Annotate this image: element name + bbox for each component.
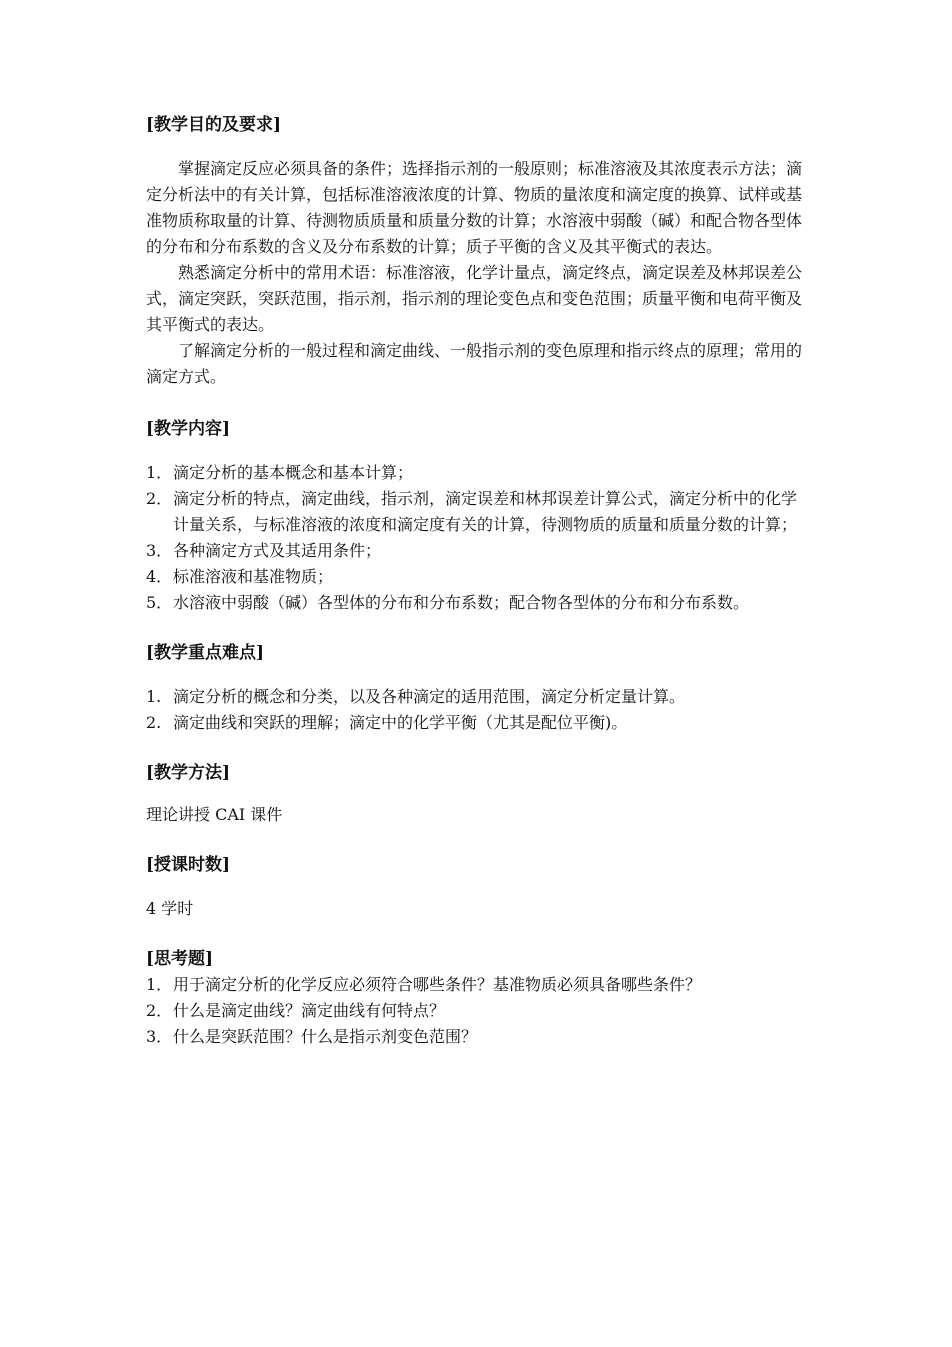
list-item-text: 用于滴定分析的化学反应必须符合哪些条件？基准物质必须具备哪些条件？ (173, 975, 702, 994)
list-item-text: 水溶液中弱酸（碱）各型体的分布和分布系数；配合物各型体的分布和分布系数。 (173, 593, 750, 612)
list-item-number: 5． (146, 593, 173, 612)
objectives-paragraph-familiar: 熟悉滴定分析中的常用术语：标准溶液，化学计量点，滴定终点，滴定误差及林邦误差公式，滴定突跃，突跃范围，指示剂，指示剂的理论变色点和变色范围；质量平衡和电荷平衡及其平衡式的表达。 (146, 263, 803, 334)
list-item-text: 滴定曲线和突跃的理解；滴定中的化学平衡（尤其是配位平衡)。 (173, 713, 628, 732)
questions-list (146, 972, 810, 1050)
list-item-number: 2. (146, 713, 162, 732)
list-item (146, 590, 810, 616)
list-item-number: 1． (146, 975, 173, 994)
list-item-number: 1. (146, 687, 162, 706)
list-item (146, 684, 810, 710)
list-item (146, 486, 810, 538)
section-heading-hours: [授课时数] (146, 855, 231, 875)
section-methods (146, 760, 810, 828)
list-item-number: 3． (146, 1027, 173, 1046)
list-item (146, 538, 810, 564)
list-item (146, 998, 810, 1024)
list-item-text: 各种滴定方式及其适用条件； (173, 541, 382, 560)
list-item-text: 滴定分析的基本概念和基本计算； (173, 463, 414, 482)
section-heading-objectives: [教学目的及要求] (146, 115, 282, 135)
list-item (146, 710, 810, 736)
objectives-paragraph-master: 掌握滴定反应必须具备的条件；选择指示剂的一般原则；标准溶液及其浓度表示方法；滴定分析法中的有关计算，包括标准溶液浓度的计算、物质的量浓度和滴定度的换算、试样或基准物质称取量的计算、待测物质质量和质量分数的计算；水溶液中弱酸（碱）和配合物各型体的分布和分布系数的含义及分布系数的计算；质子平衡的含义及其平衡式的表达。 (146, 159, 803, 256)
section-objectives (146, 112, 810, 390)
list-item-text: 滴定分析的特点，滴定曲线，指示剂，滴定误差和林邦误差计算公式，滴定分析中的化学计量关系，与标准溶液的浓度和滴定度有关的计算，待测物质的质量和质量分数的计算； (173, 489, 798, 534)
list-item-text: 滴定分析的概念和分类，以及各种滴定的适用范围，滴定分析定量计算。 (173, 687, 686, 706)
section-heading-key-points: [教学重点难点] (146, 643, 265, 663)
key-points-list (146, 684, 810, 736)
section-heading-questions: [思考题] (146, 949, 214, 969)
section-heading-methods: [教学方法] (146, 763, 231, 783)
list-item (146, 460, 810, 486)
list-item-text: 什么是滴定曲线？滴定曲线有何特点？ (173, 1001, 446, 1020)
objectives-paragraph-understand: 了解滴定分析的一般过程和滴定曲线、一般指示剂的变色原理和指示终点的原理；常用的滴定方式。 (146, 341, 803, 386)
list-item-number: 2． (146, 1001, 173, 1020)
section-questions (146, 946, 810, 1050)
list-item-number: 2． (146, 489, 173, 508)
hours-text: 4 学时 (146, 899, 194, 918)
list-item (146, 972, 810, 998)
list-item (146, 564, 810, 590)
section-key-points (146, 640, 810, 736)
list-item-number: 3． (146, 541, 173, 560)
document-page (146, 112, 810, 1050)
list-item-text: 什么是突跃范围？什么是指示剂变色范围？ (173, 1027, 478, 1046)
list-item-number: 4． (146, 567, 173, 586)
section-heading-content: [教学内容] (146, 419, 231, 439)
list-item (146, 1024, 810, 1050)
section-hours (146, 852, 810, 922)
methods-text: 理论讲授 CAI 课件 (146, 805, 283, 824)
list-item-number: 1． (146, 463, 173, 482)
section-content (146, 416, 810, 616)
list-item-text: 标准溶液和基准物质； (173, 567, 334, 586)
content-list (146, 460, 810, 616)
